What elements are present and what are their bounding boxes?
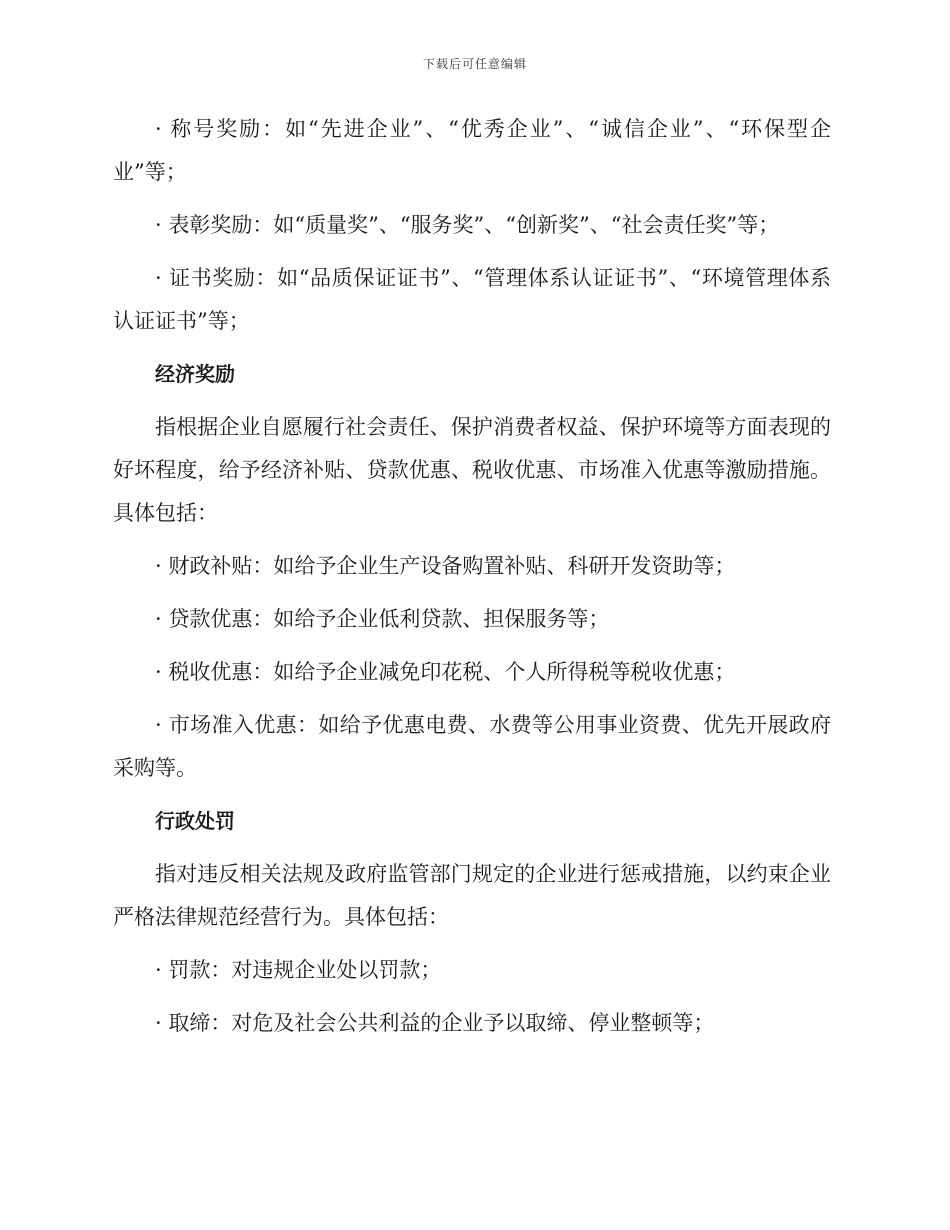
bullet-market-access: · 市场准入优惠：如给予优惠电费、水费等公用事业资费、优先开展政府采购等。 [113,713,831,780]
bullet-tax-preference: · 税收优惠：如给予企业减免印花税、个人所得税等税收优惠； [155,660,736,684]
bullet-commendation-award: · 表彰奖励：如“质量奖”、“服务奖”、“创新奖”、“社会责任奖”等； [155,213,780,237]
section-heading-administrative-penalty: 行政处罚 [155,809,235,833]
bullet-fine: · 罚款：对违规企业处以罚款； [155,958,442,982]
bullet-fiscal-subsidy: · 财政补贴：如给予企业生产设备购置补贴、科研开发资助等； [155,554,736,578]
economic-reward-description: 指根据企业自愿履行社会责任、保护消费者权益、保护环境等方面表现的好坏程度，给予经济补贴、贷款优惠、税收优惠、市场准入优惠等激励措施。具体包括： [113,415,831,525]
bullet-title-award: · 称号奖励：如“先进企业”、“优秀企业”、“诚信企业”、“环保型企业”等； [113,117,831,184]
bullet-ban: · 取缔：对危及社会公共利益的企业予以取缔、停业整顿等； [155,1011,715,1035]
section-heading-economic-reward: 经济奖励 [155,362,235,386]
bullet-loan-preference: · 贷款优惠：如给予企业低利贷款、担保服务等； [155,607,610,631]
bullet-certificate-award: · 证书奖励：如“品质保证证书”、“管理体系认证证书”、“环境管理体系认证证书”等； [113,266,831,333]
document-body [113,108,831,1055]
administrative-penalty-description: 指对违反相关法规及政府监管部门规定的企业进行惩戒措施，以约束企业严格法律规范经营行为。具体包括： [113,862,831,929]
page-header-note: 下载后可任意编辑 [422,57,527,71]
